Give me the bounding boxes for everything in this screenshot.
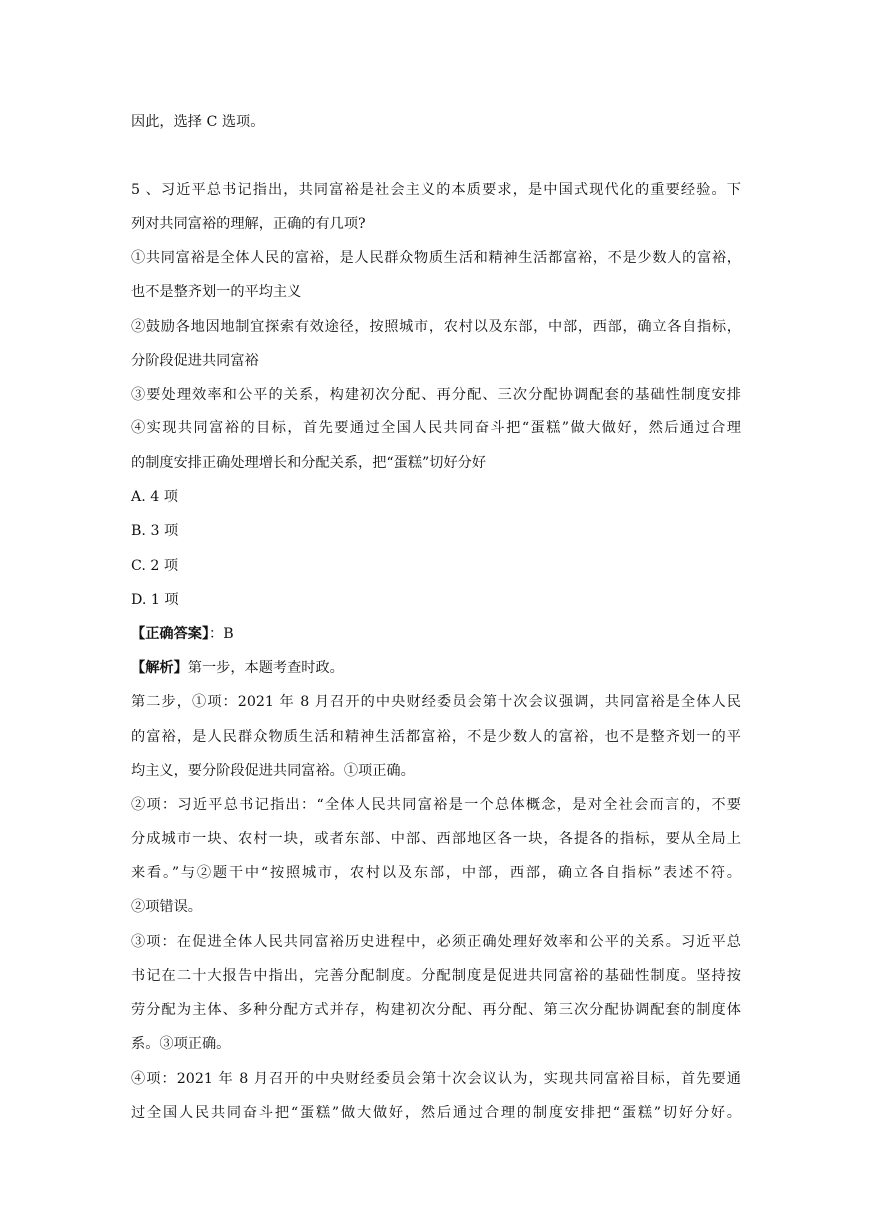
option-d: D. 1 项 bbox=[131, 592, 179, 608]
previous-conclusion: 因此，选择 C 选项。 bbox=[131, 114, 265, 130]
statement-2-line-1: ②鼓励各地因地制宜探索有效途径，按照城市，农村以及东部，中部，西部，确立各自指标， bbox=[131, 319, 741, 335]
question-stem-line-1: 5 、习近平总书记指出，共同富裕是社会主义的本质要求，是中国式现代化的重要经验。下 bbox=[131, 182, 741, 198]
statement-4-line-2: 的制度安排正确处理增长和分配关系，把“蛋糕”切好分好 bbox=[131, 455, 487, 471]
analysis-p1-line-1: 第二步，①项：2021 年 8 月召开的中央财经委员会第十次会议强调，共同富裕是全体人民 bbox=[131, 694, 741, 710]
answer-value: ：B bbox=[209, 626, 234, 642]
analysis-p4-line-1: ④项：2021 年 8 月召开的中央财经委员会第十次会议认为，实现共同富裕目标，首先要通 bbox=[131, 1071, 741, 1087]
statement-1-line-2: 也不是整齐划一的平均主义 bbox=[131, 284, 302, 300]
option-a: A. 4 项 bbox=[131, 489, 178, 505]
analysis-p3-line-2: 书记在二十大报告中指出，完善分配制度。分配制度是促进共同富裕的基础性制度。坚持按 bbox=[131, 968, 741, 984]
analysis-label: 【解析】 bbox=[131, 660, 188, 676]
statement-1-line-1: ①共同富裕是全体人民的富裕，是人民群众物质生活和精神生活都富裕，不是少数人的富裕， bbox=[131, 250, 741, 266]
analysis-step-1: 第一步，本题考查时政。 bbox=[187, 660, 344, 676]
analysis-p3-line-3: 劳分配为主体、多种分配方式并存，构建初次分配、再分配、第三次分配协调配套的制度体 bbox=[131, 1002, 741, 1018]
answer-label: 【正确答案】 bbox=[131, 626, 210, 642]
option-c: C. 2 项 bbox=[131, 558, 179, 574]
analysis-p2-line-3: 来看。”与②题干中“按照城市，农村以及东部，中部，西部，确立各自指标”表述不符。 bbox=[131, 865, 741, 881]
question-stem-line-2: 列对共同富裕的理解，正确的有几项? bbox=[131, 216, 366, 232]
analysis-p3-line-1: ③项：在促进全体人民共同富裕历史进程中，必须正确处理好效率和公平的关系。习近平总 bbox=[131, 934, 741, 950]
analysis-p4-line-2: 过全国人民共同奋斗把“蛋糕”做大做好，然后通过合理的制度安排把“蛋糕”切好分好。 bbox=[131, 1105, 741, 1121]
analysis-p1-line-2: 的富裕，是人民群众物质生活和精神生活都富裕，不是少数人的富裕，也不是整齐划一的平 bbox=[131, 729, 741, 745]
analysis-p1-line-3: 均主义，要分阶段促进共同富裕。①项正确。 bbox=[131, 763, 415, 779]
statement-4-line-1: ④实现共同富裕的目标，首先要通过全国人民共同奋斗把“蛋糕”做大做好，然后通过合理 bbox=[131, 420, 741, 436]
analysis-p2-line-2: 分成城市一块、农村一块，或者东部、中部、西部地区各一块，各提各的指标，要从全局上 bbox=[131, 831, 741, 847]
analysis-p3-line-4: 系。③项正确。 bbox=[131, 1036, 231, 1052]
statement-3-line-1: ③要处理效率和公平的关系，构建初次分配、再分配、三次分配协调配套的基础性制度安排 bbox=[131, 387, 741, 403]
analysis-p2-line-1: ②项：习近平总书记指出：“全体人民共同富裕是一个总体概念，是对全社会而言的，不要 bbox=[131, 797, 741, 813]
option-b: B. 3 项 bbox=[131, 523, 179, 539]
analysis-p2-line-4: ②项错误。 bbox=[131, 899, 202, 915]
answer-line bbox=[131, 624, 741, 644]
statement-2-line-2: 分阶段促进共同富裕 bbox=[131, 353, 259, 369]
analysis-line bbox=[131, 658, 741, 678]
